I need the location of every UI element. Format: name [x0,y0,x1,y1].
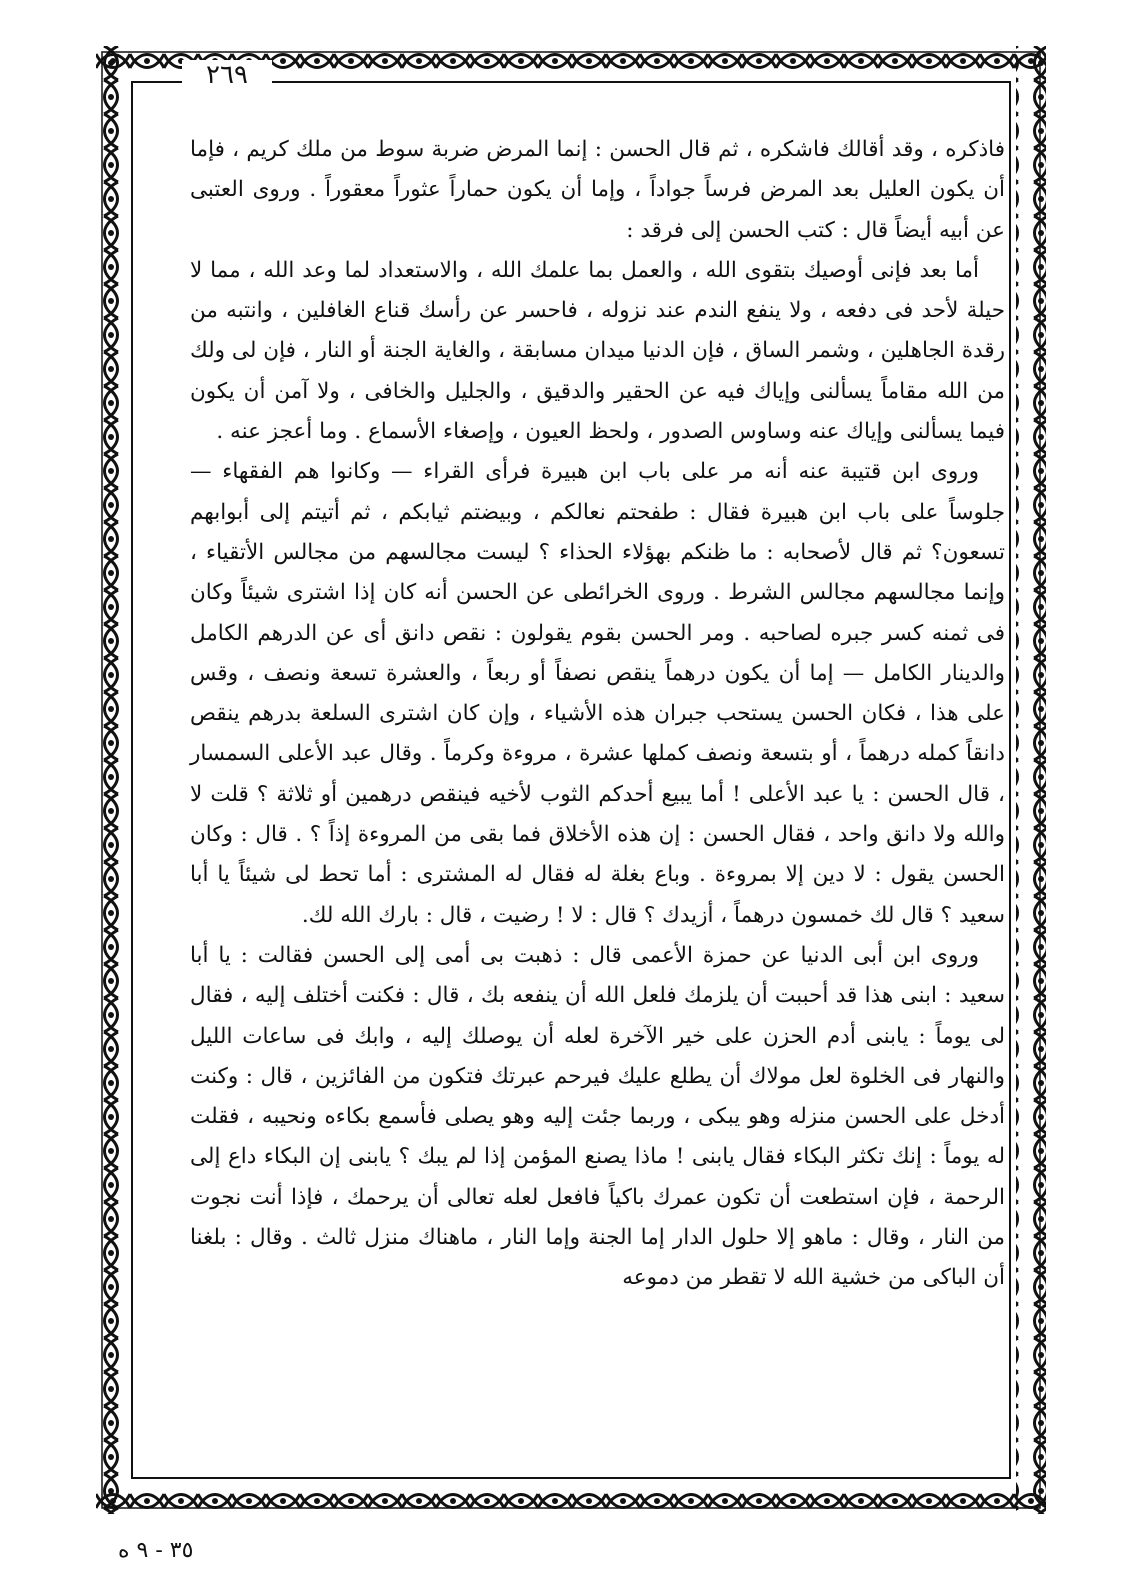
paragraph: فاذكره ، وقد أقالك فاشكره ، ثم قال الحسن : إنما المرض ضربة سوط من ملك كريم ، فإما أن يكون العليل بعد المرض فرساً جواداً ، وإما أن يكون حماراً عثوراً معقوراً . وروى العتبى عن أبيه أيضاً قال : كتب الحسن إلى فرقد : [190,137,1005,243]
body-text [190,130,1005,1299]
paragraph: أما بعد فإنى أوصيك بتقوى الله ، والعمل بما علمك الله ، والاستعداد لما وعد الله ، مما لا حيلة لأحد فى دفعه ، ولا ينفع الندم عند نزوله ، فاحسر عن رأسك قناع الغافلين ، وانتبه من رقدة الجاهلين ، وشمر الساق ، فإن الدنيا ميدان مسابقة ، والغاية الجنة أو النار ، فإن لى ولك من الله مقاماً يسألنى وإياك فيه عن الحقير والدقيق ، والجليل والخافى ، ولا آمن أن يكون فيما يسألنى وإياك عنه وساوس الصدور ، ولحظ العيون ، وإصغاء الأسماع . وما أعجز عنه . [190,257,1005,445]
paragraph: وروى ابن قتيبة عنه أنه مر على باب ابن هبيرة فرأى القراء — وكانوا هم الفقهاء — جلوساً على باب ابن هبيرة فقال : طفحتم نعالكم ، وبيضتم ثيابكم ، ثم أتيتم إلى أبوابهم تسعون؟ ثم قال لأصحابه : ما ظنكم بهؤلاء الحذاء ؟ ليست مجالسهم من مجالس الأتقياء ، وإنما مجالسهم مجالس الشرط . وروى الخرائطى عن الحسن أنه كان إذا اشترى شيئاً وكان فى ثمنه كسر جبره لصاحبه . ومر الحسن بقوم يقولون : نقص دانق أى عن الدرهم الكامل والدينار الكامل — إما أن يكون درهماً ينقص نصفاً أو ربعاً ، والعشرة تسعة ونصف ، وقس على هذا ، فكان الحسن يستحب جبران هذه الأشياء ، وإن كان اشترى السلعة بدرهم ينقص دانقاً كمله درهماً ، أو بتسعة ونصف كملها عشرة ، مروءة وكرماً . وقال عبد الأعلى السمسار ، قال الحسن : يا عبد الأعلى ! أما يبيع أحدكم الثوب لأخيه فينقص درهمين أو ثلاثة ؟ قلت لا والله ولا دانق واحد ، فقال الحسن : إن هذه الأخلاق فما بقى من المروءة إذاً ؟ . قال : وكان الحسن يقول : لا دين إلا بمروءة . وباع بغلة له فقال له المشترى : أما تحط لى شيئاً يا أبا سعيد ؟ قال لك خمسون درهماً ، أزيدك ؟ قال : لا ! رضيت ، قال : بارك الله لك. [190,459,1005,928]
page-number: ٢٦٩ [182,60,272,90]
signature-mark: ٣٥ - ٩ ه [118,1538,194,1563]
paragraph: وروى ابن أبى الدنيا عن حمزة الأعمى قال : ذهبت بى أمى إلى الحسن فقالت : يا أبا سعيد : ابنى هذا قد أحببت أن يلزمك فلعل الله أن ينفعه بك ، قال : فكنت أختلف إليه ، فقال لى يوماً : يابنى أدم الحزن على خير الآخرة لعله أن يوصلك إليه ، وابك فى ساعات الليل والنهار فى الخلوة لعل مولاك أن يطلع عليك فيرحم عبرتك فتكون من الفائزين ، قال : وكنت أدخل على الحسن منزله وهو يبكى ، وربما جئت إليه وهو يصلى فأسمع بكاءه ونحيبه ، فقلت له يوماً : إنك تكثر البكاء فقال يابنى ! ماذا يصنع المؤمن إذا لم يبك ؟ يابنى إن البكاء داع إلى الرحمة ، فإن استطعت أن تكون عمرك باكياً فافعل لعله تعالى أن يرحمك ، فإذا أنت نجوت من النار ، وقال : ماهو إلا حلول الدار إما الجنة وإما النار ، ماهناك منزل ثالث . وقال : بلغنا أن الباكى من خشية الله لا تقطر من دموعه [190,942,1005,1291]
